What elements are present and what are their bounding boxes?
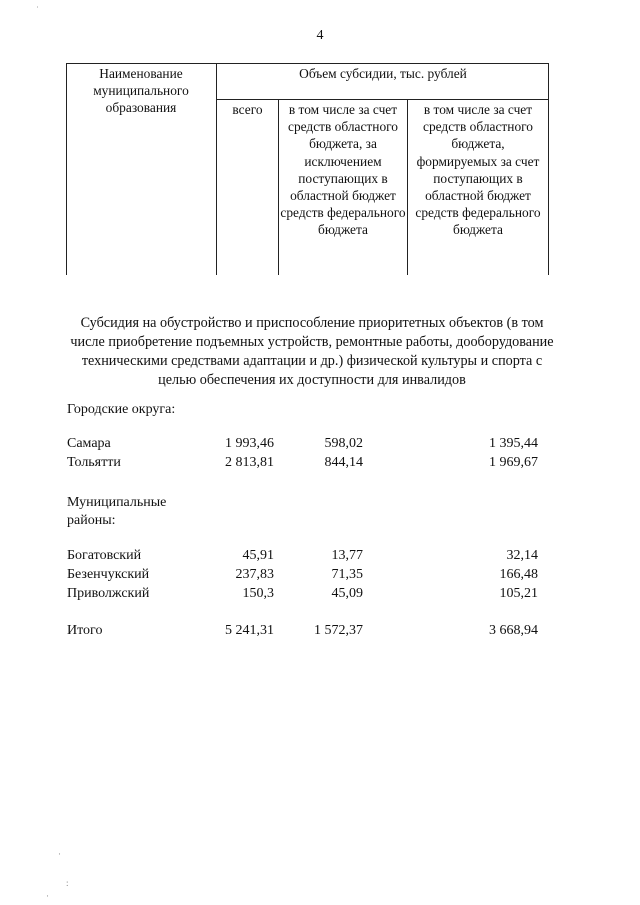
row-regional: 71,35 [331,567,363,582]
table-right-border [548,63,549,275]
row-federal: 32,14 [506,548,538,563]
total-row-name: Итого [67,623,103,638]
regional-column-divider [407,99,408,275]
total-row-regional: 1 572,37 [314,623,363,638]
scan-speck: · [58,849,61,859]
row-total: 2 813,81 [225,455,274,470]
header-table [66,63,549,275]
total-row-federal: 3 668,94 [489,623,538,638]
row-regional: 844,14 [324,455,363,470]
total-row-total: 5 241,31 [225,623,274,638]
row-total: 1 993,46 [225,436,274,451]
scan-speck: ˙ [36,5,39,15]
table-left-border [66,63,67,275]
total-column-divider [278,99,279,275]
name-column-divider [216,63,217,275]
header-regional-cell: в том числе за счет средств областного бюджета, за исключением поступающих в областной бюджет средств федерального бюджета [280,102,406,238]
row-total: 45,91 [242,548,274,563]
header-federal-cell: в том числе за счет средств областного бюджета, формируемых за счет поступающих в областной бюджет средств федерального бюджета [415,102,541,238]
row-total: 237,83 [235,567,274,582]
row-federal: 1 395,44 [489,436,538,451]
table-top-border [66,63,549,64]
row-name: Тольятти [67,455,121,470]
header-name-cell: Наименование муниципального образования [93,66,189,116]
row-name: Безенчукский [67,567,150,582]
row-federal: 105,21 [499,586,538,601]
row-federal: 1 969,67 [489,455,538,470]
page-number: 4 [316,28,324,43]
section-urban: Городские округа: [67,402,176,417]
row-regional: 598,02 [324,436,363,451]
scan-speck: : [66,878,69,888]
row-regional: 13,77 [331,548,363,563]
section-municipal: Муниципальные районы: [67,495,167,528]
scan-speck: · [46,891,49,901]
subsidy-title: Субсидия на обустройство и приспособление приоритетных объектов (в том числе приобретение подъемных устройств, ремонтные работы, дооборудование техническими средствами адаптации и др.) физической культуры и спорта с целью обеспечения их доступности для инвалидов [70,315,554,388]
row-total: 150,3 [242,586,274,601]
header-volume-cell: Объем субсидии, тыс. рублей [299,66,467,81]
row-name: Приволжский [67,586,150,601]
subheader-divider [216,99,549,100]
row-name: Самара [67,436,111,451]
row-name: Богатовский [67,548,142,563]
header-total-cell: всего [232,102,263,117]
row-regional: 45,09 [331,586,363,601]
row-federal: 166,48 [499,567,538,582]
